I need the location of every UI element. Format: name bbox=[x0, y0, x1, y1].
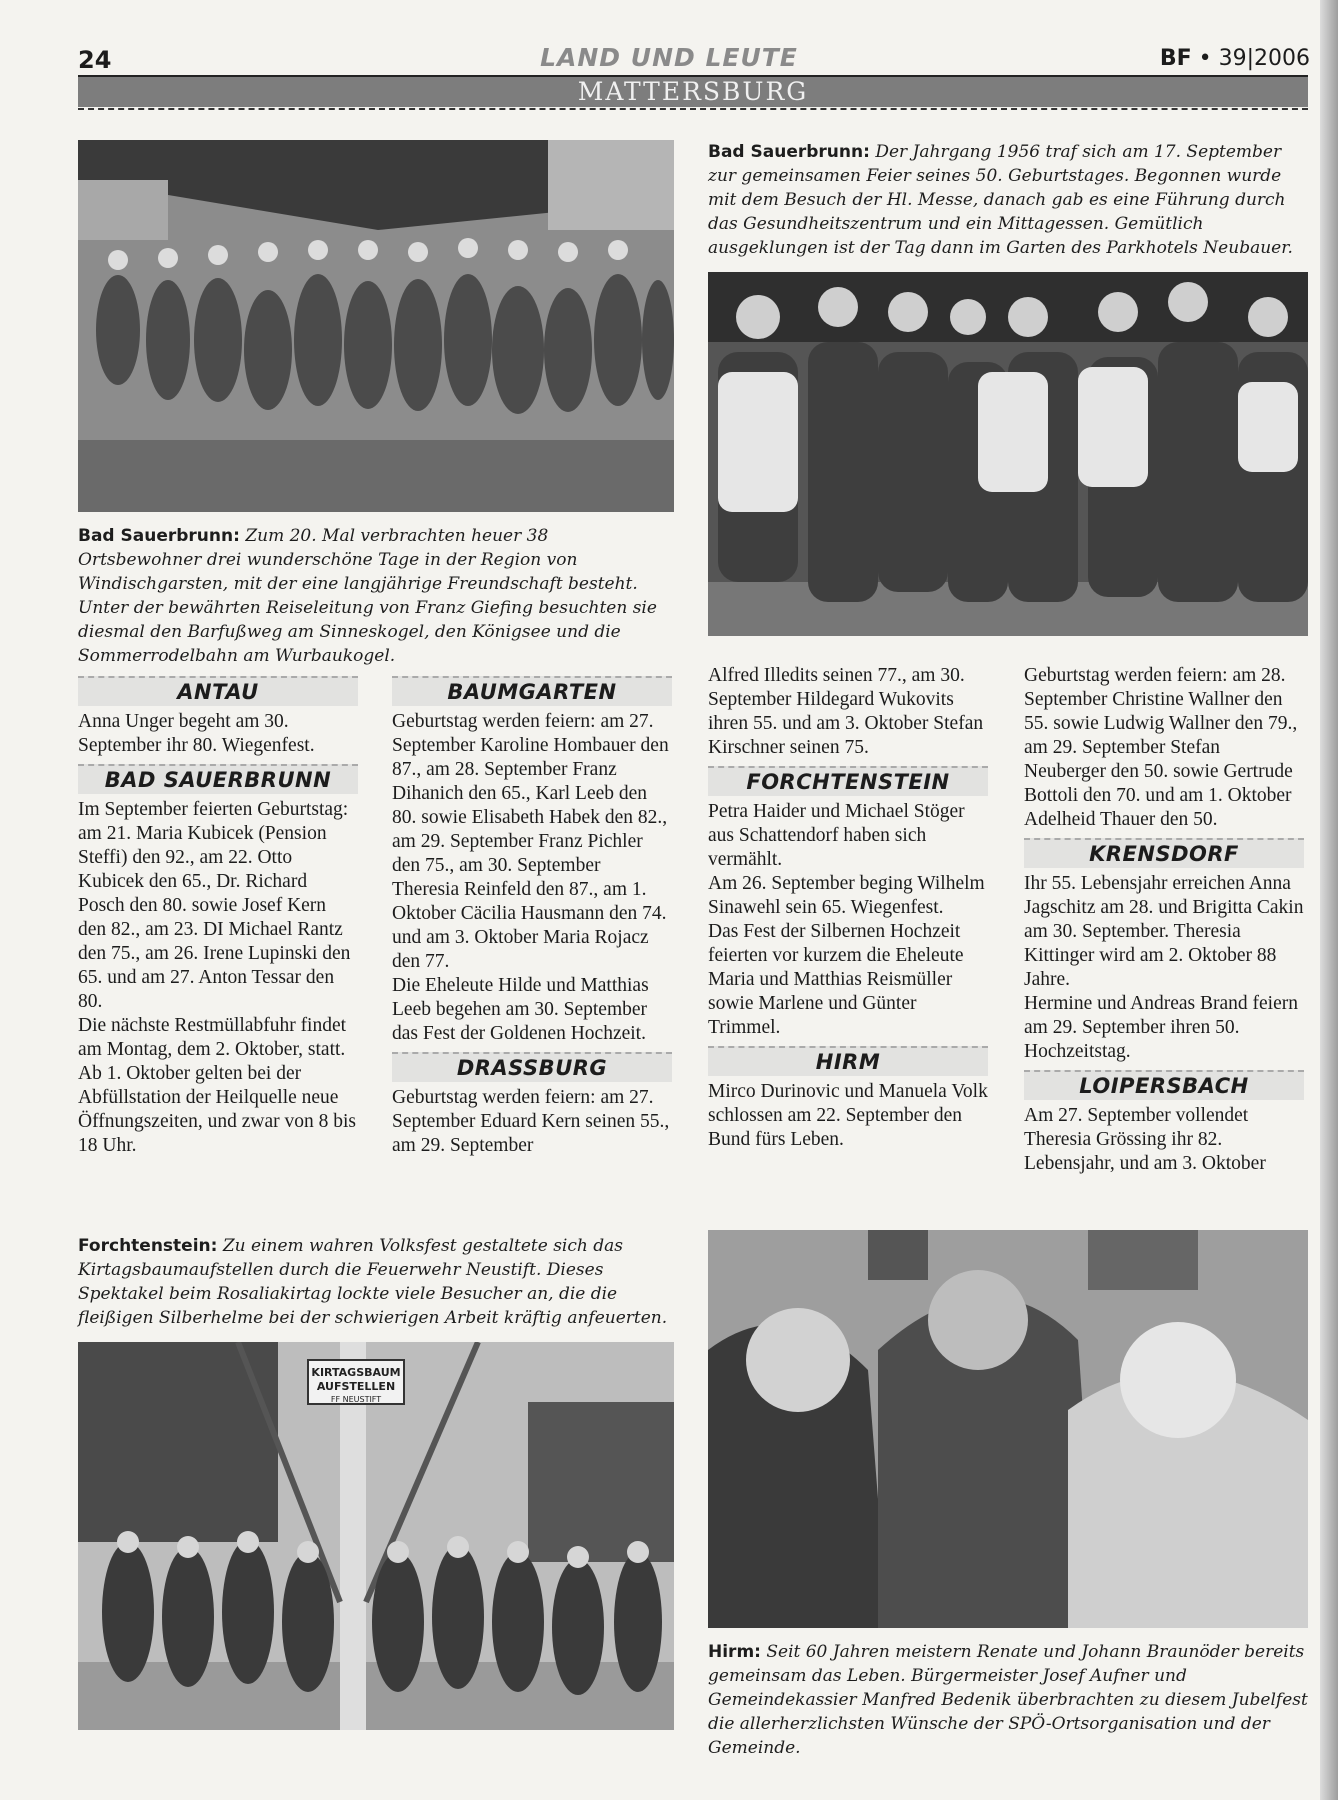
text-forchtenstein: Petra Haider und Michael Stöger aus Schattendorf haben sich vermählt. Am 26. September beging Wilhelm Sinawehl sein 65. Wiegenfest. Das Fest der Silbernen Hochzeit feierten vor kurzem die Eheleute Maria und Matthias Reismüller sowie Marlene und Günter Trimmel. bbox=[708, 801, 985, 1038]
column-4 bbox=[1024, 664, 1304, 1176]
issue-label: BF • 39|2006 bbox=[1159, 46, 1310, 71]
heading-hirm: HIRM bbox=[708, 1046, 988, 1076]
section-title: LAND UND LEUTE bbox=[540, 43, 798, 72]
column-1 bbox=[78, 670, 358, 1158]
caption-kirtagsbaum: Forchtenstein: Zu einem wahren Volksfest gestaltete sich das Kirtagsbaumaufstellen durch die Feuerwehr Neustift. Dieses Spektakel beim Rosaliakirtag lockte viele Besucher an, die die fleißigen Silberhelme bei der schwierigen Arbeit kräftig anfeuerten. bbox=[78, 1236, 668, 1328]
page-number: 24 bbox=[78, 46, 112, 74]
text-bad-sauerbrunn: Im September feierten Geburtstag: am 21. Maria Kubicek (Pension Steffi) den 92., am 22. Otto Kubicek den 65., Dr. Richard Posch den 80. sowie Josef Kern den 82., am 23. DI Michael Rantz den 75., am 26. Irene Lupinski den 65. und am 27. Anton Tessar den 80. Die nächste Restmüllabfuhr findet am Montag, dem 2. Oktober, statt. Ab 1. Oktober gelten bei der Abfüllstation der Heilquelle neue Öffnungszeiten, und zwar von 8 bis 18 Uhr. bbox=[78, 799, 356, 1156]
heading-drassburg: DRASSBURG bbox=[392, 1052, 672, 1082]
caption-hirm: Hirm: Seit 60 Jahren meistern Renate und Johann Braunöder bereits gemeinsam das Leben. Bürgermeister Josef Aufner und Gemeindekassier Manfred Bedenik überbrachten zu diesem Jubelfest die allerherzlichsten Wünsche der SPÖ-Ortsorganisation und der Gemeinde. bbox=[708, 1642, 1308, 1758]
header-divider bbox=[78, 108, 1308, 110]
text-krensdorf: Ihr 55. Lebensjahr erreichen Anna Jagschitz am 28. und Brigitta Cakin am 30. September. Theresia Kittinger wird am 2. Oktober 88 Jahre. Hermine und Andreas Brand feiern am 29. September ihren 50. Hochzeitstag. bbox=[1024, 873, 1304, 1062]
text-hirm: Mirco Durinovic und Manuela Volk schlossen am 22. September den Bund fürs Leben. bbox=[708, 1081, 988, 1150]
heading-forchtenstein: FORCHTENSTEIN bbox=[708, 766, 988, 796]
heading-antau: ANTAU bbox=[78, 676, 358, 706]
region-band bbox=[78, 77, 1308, 107]
text-antau: Anna Unger begeht am 30. September ihr 80. Wiegenfest. bbox=[78, 711, 315, 756]
text-drassburg-continued: Alfred Illedits seinen 77., am 30. September Hildegard Wukovits ihren 55. und am 3. Oktober Stefan Kirschner seinen 75. bbox=[708, 665, 984, 758]
sign-line-2: AUFSTELLEN bbox=[316, 1380, 396, 1393]
caption-windischgarsten: Bad Sauerbrunn: Zum 20. Mal verbrachten heuer 38 Ortsbewohner drei wunderschöne Tage in der Region von Windischgarsten, mit der eine langjährige Freundschaft besteht. Unter der bewährten Reiseleitung von Franz Giefing besuchten sie diesmal den Barfußweg am Sinneskogel, den Königsee und die Sommerrodelbahn am Wurbaukogel. bbox=[78, 526, 657, 666]
page-binding-edge bbox=[1320, 0, 1338, 1800]
photo-kirtagsbaum bbox=[78, 1342, 674, 1730]
text-hirm-continued: Geburtstag werden feiern: am 28. September Christine Wallner den 55. sowie Ludwig Wallner den 79., am 29. September Stefan Neuberger den 50. sowie Gertrude Bottoli den 70. und am 1. Oktober Adelheid Thauer den 50. bbox=[1024, 665, 1298, 830]
heading-bad-sauerbrunn: BAD SAUERBRUNN bbox=[78, 764, 358, 794]
column-2 bbox=[392, 670, 672, 1158]
text-drassburg: Geburtstag werden feiern: am 27. September Eduard Kern seinen 55., am 29. September bbox=[392, 1087, 670, 1156]
text-loipersbach: Am 27. September vollendet Theresia Grössing ihr 82. Lebensjahr, und am 3. Oktober bbox=[1024, 1105, 1266, 1174]
photo-braunoeder-jubilee bbox=[708, 1230, 1308, 1628]
group-photo-jahrgang bbox=[708, 272, 1308, 636]
caption-jahrgang-1956: Bad Sauerbrunn: Der Jahrgang 1956 traf sich am 17. September zur gemeinsamen Feier seines 50. Geburtstages. Begonnen wurde mit dem Besuch der Hl. Messe, danach gab es eine Führung durch das Gesundheitszentrum und ein Mittagessen. Gemütlich ausgeklungen ist der Tag dann im Garten des Parkhotels Neubauer. bbox=[708, 142, 1293, 258]
group-photo-windischgarsten bbox=[78, 140, 674, 512]
region-title: MATTERSBURG bbox=[577, 77, 809, 106]
heading-baumgarten: BAUMGARTEN bbox=[392, 676, 672, 706]
sign-line-1: KIRTAGSBAUM bbox=[311, 1366, 401, 1379]
column-3 bbox=[708, 664, 988, 1152]
heading-krensdorf: KRENSDORF bbox=[1024, 838, 1304, 868]
text-baumgarten: Geburtstag werden feiern: am 27. September Karoline Hombauer den 87., am 28. September Franz Dihanich den 65., Karl Leeb den 80. sowie Elisabeth Habek den 82., am 29. September Franz Pichler den 75., am 30. September Theresia Reinfeld den 87., am 1. Oktober Cäcilia Hausmann den 74. und am 3. Oktober Maria Rojacz den 77. Die Eheleute Hilde und Matthias Leeb begehen am 30. September das Fest der Goldenen Hochzeit. bbox=[392, 711, 669, 1044]
sign-line-3: FF NEUSTIFT bbox=[330, 1395, 382, 1404]
heading-loipersbach: LOIPERSBACH bbox=[1024, 1070, 1304, 1100]
issue-number: 39|2006 bbox=[1218, 46, 1310, 71]
issue-prefix: BF bbox=[1159, 46, 1192, 71]
